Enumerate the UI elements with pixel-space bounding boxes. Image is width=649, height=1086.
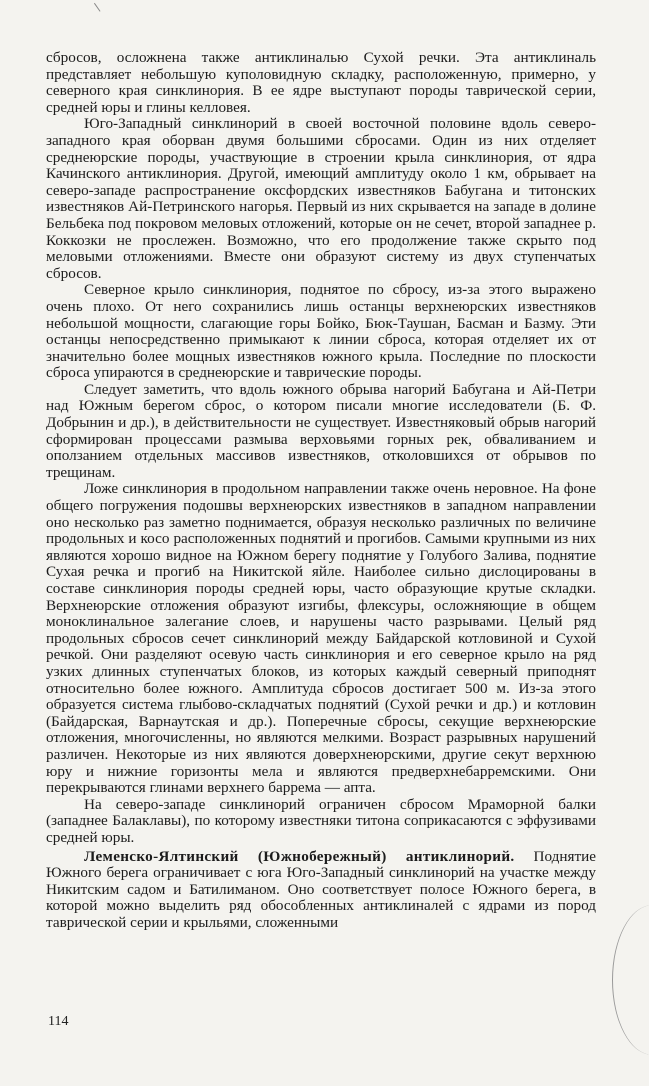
page-number: 114 [48,1014,69,1029]
section-paragraph [46,849,596,932]
paragraph-6: На северо-западе синклинорий ограничен сбросом Мраморной балки (западнее Балаклавы), по которому известняки титона соприкасаются с эффузивами средней юры. [46,795,596,846]
paragraph-2: Юго-Западный синклинорий в своей восточной половине вдоль северо-западного края оборван двумя большими сбросами. Один из них отделяет среднеюрские породы, участвующие в строении крыла синклинория, от ядра Качинского антиклинория. Другой, имеющий амплитуду около 1 км, обрывает на северо-западе распространение оксфордских известняков Бабугана и титонских известняков Ай-Петринского нагорья. Первый из них скрывается на западе в долине Бельбека под покровом меловых отложений, которые он не сечет, второй западнее р. Коккозки не прослежен. Возможно, что его продолжение также скрыто под меловыми отложениями. Вместе они образуют систему из двух ступенчатых сбросов. [46,115,596,282]
page-text [46,50,596,931]
section-heading: Леменско-Ялтинский (Южнобережный) антиклинорий. [84,847,515,865]
scan-edge-arc [612,905,649,1055]
section-text: Поднятие Южного берега ограничивает с юга Юго-Западный синклинорий на участке между Никитским садом и Батилиманом. Оно соответствует полосе Южного берега, в которой можно выделить ряд обособленных антиклиналей с ядрами из пород таврической серии и крыльями, сложенными [46,847,596,931]
paragraph-5: Ложе синклинория в продольном направлении также очень неровное. На фоне общего погружения подошвы верхнеюрских известняков в западном направлении оно несколько раз заметно поднимается, образуя несколько различных по величине продольных и косо расположенных поднятий и прогибов. Самыми крупными из них являются хорошо видное на Южном берегу поднятие у Голубого Залива, поднятие Сухая речка и прогиб на Никитской яйле. Наиболее сильно дислоцированы в составе синклинория породы средней юры, часто образующие крутые складки. Верхнеюрские отложения образуют изгибы, флексуры, осложняющие в общем моноклинальное залегание слоев, и нарушены часто разрывами. Целый ряд продольных сбросов сечет синклинорий между Байдарской котловиной и Сухой речкой. Они разделяют осевую часть синклинория и его северное крыло на ряд узких длинных ступенчатых блоков, из которых каждый северный приподнят относительно более южного. Амплитуда сбросов достигает 500 м. Из-за этого образуется система глыбово-складчатых поднятий (Сухой речки и др.) и котловин (Байдарская, Варнаутская и др.). Поперечные сбросы, секущие верхнеюрские отложения, многочисленны, но являются мелкими. Возраст разрывных нарушений различен. Некоторые из них являются доверхнеюрскими, другие секут верхнюю юру и нижние горизонты мела и являются предверхнебарремскими. Они перекрываются глинами верхнего баррема — апта. [46,480,596,797]
scan-mark [94,0,107,12]
paragraph-3: Северное крыло синклинория, поднятое по сбросу, из-за этого выражено очень плохо. От него сохранились лишь останцы верхнеюрских известняков небольшой мощности, слагающие горы Бойко, Бюк-Таушан, Басман и Базму. Эти останцы непосредственно примыкают к линии сброса, которая отделяет их от значительно более мощных известняков южного крыла. Последние по плоскости сброса упираются в среднеюрские и таврические породы. [46,281,596,382]
paragraph-4: Следует заметить, что вдоль южного обрыва нагорий Бабугана и Ай-Петри над Южным берегом сброс, о котором писали многие исследователи (Б. Ф. Добрынин и др.), в действительности не существует. Известняковый обрыв нагорий сформирован процессами размыва верховьями горных рек, обваливанием и оползанием отдельных массивов известняков, отколовшихся от обрывов по трещинам. [46,380,596,481]
paragraph-1: сбросов, осложнена также антиклиналью Сухой речки. Эта антиклиналь представляет небольшую куполовидную складку, расположенную, примерно, у северного края синклинория. В ее ядре выступают породы таврической серии, средней юры и глины келловея. [46,49,596,116]
